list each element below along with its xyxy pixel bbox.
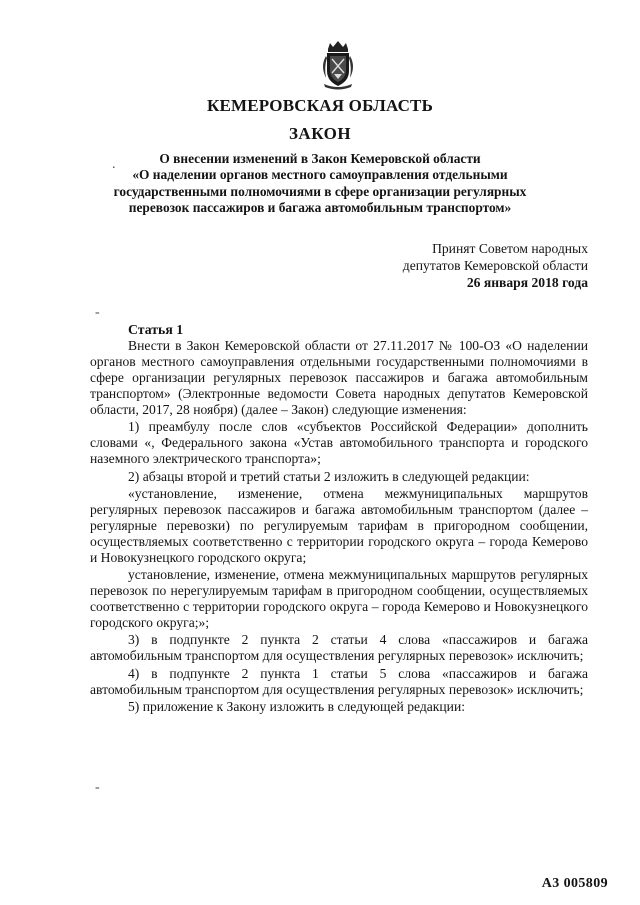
law-title-line: «О наделении органов местного самоуправления отдельными <box>132 167 508 183</box>
adoption-line: Принят Советом народных <box>432 241 588 256</box>
document-type: ЗАКОН <box>288 124 352 143</box>
coat-of-arms-icon <box>318 40 358 90</box>
article-paragraph: 5) приложение к Закону изложить в следующей редакции: <box>128 699 465 715</box>
article-paragraph: 1) преамбулу после слов «субъектов Российской Федерации» дополнить словами «, Федерального закона «Устав автомобильного транспорта и городского наземного электрического транспорта»; <box>90 419 588 467</box>
region-name: КЕМЕРОВСКАЯ ОБЛАСТЬ <box>206 96 434 115</box>
article-heading: Статья 1 <box>128 322 184 337</box>
law-title-line: перевозок пассажиров и багажа автомобильным транспортом» <box>128 200 512 216</box>
adoption-line: депутатов Кемеровской области <box>402 258 588 273</box>
article-body <box>90 338 588 716</box>
adoption-date: 26 января 2018 года <box>466 275 588 290</box>
law-title-line: О внесении изменений в Закон Кемеровской области <box>159 151 481 166</box>
adoption-block <box>403 240 588 291</box>
article-paragraph: установление, изменение, отмена межмуниципальных маршрутов регулярных перевозок по нерегулируемым тарифам в пригородном сообщении, осуществляемых соответственно с территории городского округа – города Кемерово и Новокузнецкого городского округа;»; <box>90 567 588 631</box>
margin-mark: - <box>95 780 100 795</box>
coat-of-arms-emblem <box>318 40 358 90</box>
law-title <box>80 151 560 217</box>
article-paragraph: 3) в подпункте 2 пункта 2 статьи 4 слова «пассажиров и багажа автомобильным транспортом для осуществления регулярных перевозок» исключить; <box>90 632 588 664</box>
article-paragraph: Внести в Закон Кемеровской области от 27.11.2017 № 100-ОЗ «О наделении органов местного самоуправления отдельными государственными полномочиями в сфере организации регулярных перевозок пассажиров и багажа автомобильным транспортом» (Электронные ведомости Совета народных депутатов Кемеровской области, 2017, 28 ноября) (далее – Закон) следующие изменения: <box>90 338 588 417</box>
margin-mark: - <box>95 305 100 320</box>
article-paragraph: 2) абзацы второй и третий статьи 2 изложить в следующей редакции: <box>128 468 530 484</box>
article-paragraph: «установление, изменение, отмена межмуниципальных маршрутов регулярных перевозок пассажиров и багажа автомобильным транспортом (далее – регулярные перевозки) по регулируемым тарифам в пригородном сообщении, осуществляемых соответственно с территории городского округа – города Кемерово и Новокузнецкого городского округа; <box>90 485 588 565</box>
margin-mark: . <box>112 157 116 172</box>
serial-number: А3 005809 <box>541 876 608 891</box>
article-paragraph: 4) в подпункте 2 пункта 1 статьи 5 слова «пассажиров и багажа автомобильным транспортом для осуществления регулярных перевозок» исключить; <box>90 665 588 697</box>
law-title-line: государственными полномочиями в сфере организации регулярных <box>113 183 527 199</box>
